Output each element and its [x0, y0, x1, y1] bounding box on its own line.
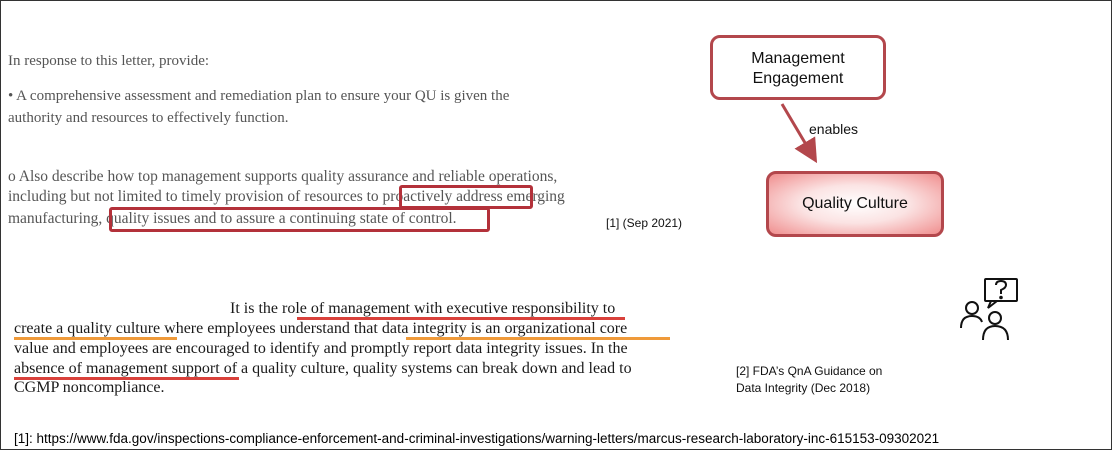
management-engagement-line-2: Engagement — [752, 70, 844, 87]
guidance-line-1: It is the role of management with executive responsibility to — [230, 300, 616, 317]
highlight-quality-issues: quality issues and to assure a continuing state of control. — [106, 210, 457, 227]
citation-2-line-2: Data Integrity (Dec 2018) — [736, 381, 871, 395]
footer-url: [1]: https://www.fda.gov/inspections-compliance-enforcement-and-criminal-investigations/warning-letters/marcus-research-laboratory-inc-615153-09302021 — [14, 431, 940, 446]
highlight-proactively-address: proactively address — [382, 188, 503, 205]
citation-2-line-1: [2] FDA’s QnA Guidance on — [736, 364, 883, 378]
letter-intro: In response to this letter, provide: — [8, 53, 210, 69]
quality-culture-box: Quality Culture — [766, 171, 944, 237]
guidance-line-4: absence of management support of a quality culture, quality systems can break down and lead to — [14, 360, 632, 377]
citation-1: [1] (Sep 2021) — [606, 216, 683, 230]
management-engagement-line-1: Management — [751, 50, 845, 67]
management-engagement-box — [710, 35, 886, 100]
guidance-line-3: value and employees are encouraged to identify and promptly report data integrity issues. In the — [14, 340, 628, 357]
guidance-line-5: CGMP noncompliance. — [14, 379, 165, 396]
enables-label: enables — [809, 121, 859, 137]
letter-bullet-line-1: • A comprehensive assessment and remediation plan to ensure your QU is given the — [8, 88, 510, 104]
guidance-line-2: create a quality culture where employees understand that data integrity is an organizational core — [14, 320, 628, 337]
letter-sub-line-1: o Also describe how top management supports quality assurance and reliable operations, — [8, 168, 558, 185]
letter-bullet-line-2: authority and resources to effectively function. — [8, 110, 289, 126]
letter-sub-line-3: manufacturing, quality issues and to assure a continuing state of control. — [8, 210, 457, 227]
people-question-icon — [961, 279, 1017, 340]
letter-sub-line-2: including but not limited to timely provision of resources to proactively address emerging — [8, 188, 565, 205]
